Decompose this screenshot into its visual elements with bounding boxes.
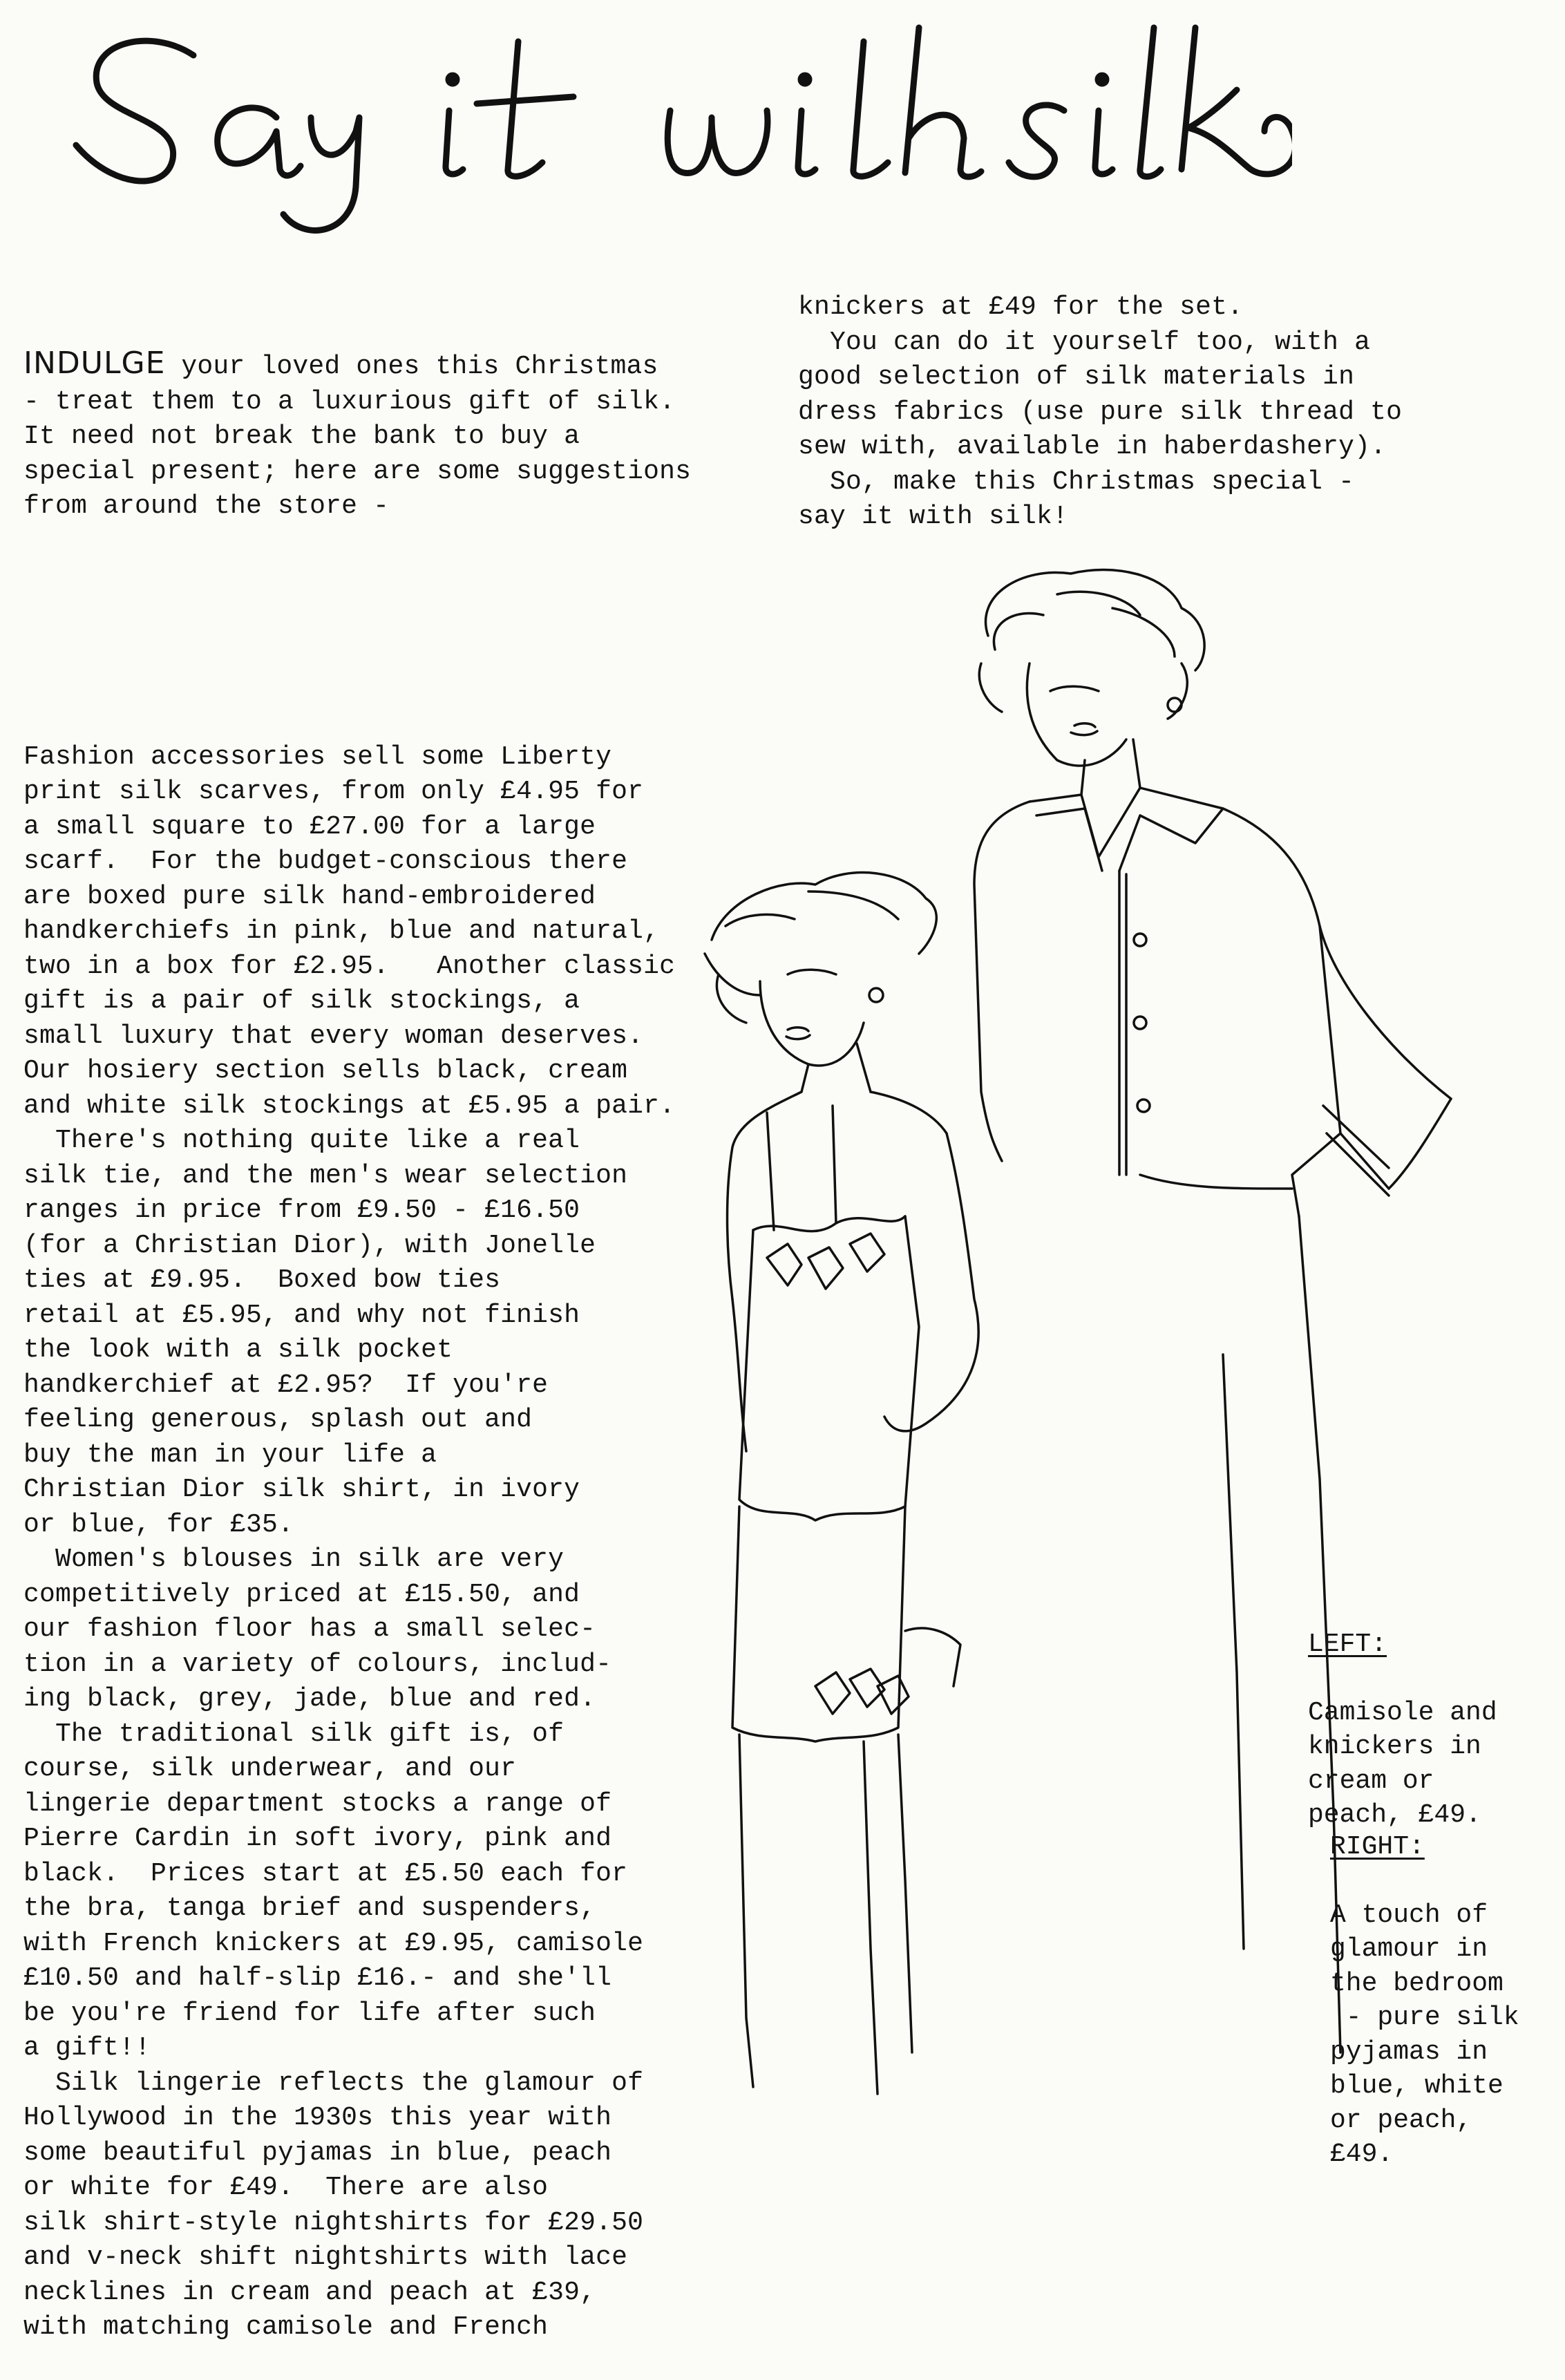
body-line: a small square to £27.00 for a large [23,811,596,842]
caption-right-line: - pure silk [1330,2003,1519,2032]
body-line: necklines in cream and peach at £39, [23,2277,596,2307]
caption-right [1330,1795,1519,2172]
left-figure [705,873,978,2094]
paragraph-gap [23,594,770,670]
caption-right-line: glamour in [1330,1934,1488,1964]
body-line: black. Prices start at £5.50 each for [23,1858,628,1889]
body-line: the look with a silk pocket [23,1335,453,1365]
body-line: the bra, tanga brief and suspenders, [23,1893,596,1923]
intro-line: from around the store - [23,491,390,521]
body-line: are boxed pure silk hand-embroidered [23,881,596,912]
body-line: scarf. For the budget-conscious there [23,847,628,876]
body-line: our fashion floor has a small selec- [23,1614,596,1644]
right-column-line: You can do it yourself too, with a [798,327,1371,357]
caption-right-line: blue, white [1330,2071,1504,2101]
intro-paragraph [23,346,770,525]
body-line: two in a box for £2.95. Another classic [23,951,676,981]
caption-right-line: £49. [1330,2140,1394,2169]
caption-right-line: pyjamas in [1330,2037,1488,2067]
body-line: small luxury that every woman deserves. [23,1021,644,1051]
body-line: ing black, grey, jade, blue and red. [23,1684,596,1714]
caption-right-line: or peach, [1330,2105,1472,2135]
body-line: Our hosiery section sells black, cream [23,1056,628,1086]
right-column-line: So, make this Christmas special - [798,466,1355,497]
caption-left-line: cream or [1308,1766,1434,1796]
body-line: retail at £5.95, and why not finish [23,1300,580,1330]
body-line: competitively priced at £15.50, and [23,1579,580,1609]
body-line: a gift!! [23,2033,151,2063]
body-line: silk shirt-style nightshirts for £29.50 [23,2207,644,2238]
body-line: with matching camisole and French [23,2312,549,2342]
body-line: lingerie department stocks a range of [23,1788,612,1819]
body-line: course, silk underwear, and our [23,1754,517,1784]
caption-right-line: the bedroom [1330,1968,1504,1999]
body-line: and v-neck shift nightshirts with lace [23,2242,628,2272]
intro-line: - treat them to a luxurious gift of silk. [23,386,676,417]
body-line: Silk lingerie reflects the glamour of [23,2068,644,2098]
right-column-line: knickers at £49 for the set. [798,292,1244,322]
body-line: feeling generous, splash out and [23,1405,533,1435]
body-line: or white for £49. There are also [23,2173,549,2202]
right-column-line: good selection of silk materials in [798,362,1355,392]
body-line: and white silk stockings at £5.95 a pair. [23,1090,676,1121]
right-column-line: dress fabrics (use pure silk thread to [798,397,1403,427]
headline [48,14,1292,249]
body-line: (for a Christian Dior), with Jonelle [23,1230,596,1260]
body-line: buy the man in your life a [23,1439,437,1470]
body-line: ties at £9.95. Boxed bow ties [23,1265,501,1295]
body-text [23,740,770,2345]
body-line: be you're friend for life after such [23,1998,596,2028]
body-line: handkerchiefs in pink, blue and natural, [23,916,660,946]
caption-right-heading: RIGHT: [1330,1831,1425,1862]
right-column-line: sew with, available in haberdashery). [798,432,1387,462]
body-line: Women's blouses in silk are very [23,1545,565,1574]
body-line: £10.50 and half-slip £16.- and she'll [23,1963,612,1993]
body-line: with French knickers at £9.95, camisole [23,1928,644,1958]
caption-left-line: Camisole and [1308,1697,1497,1728]
body-line: Hollywood in the 1930s this year with [23,2103,612,2133]
body-line: Fashion accessories sell some Liberty [23,742,612,772]
body-line: Christian Dior silk shirt, in ivory [23,1475,580,1504]
intro-line: special present; here are some suggestions [23,456,692,487]
body-line: handkerchief at £2.95? If you're [23,1370,549,1400]
lead-word: INDULGE [23,346,166,381]
body-line: There's nothing quite like a real [23,1126,580,1155]
body-line: some beautiful pyjamas in blue, peach [23,2137,612,2168]
body-line: or blue, for £35. [23,1509,294,1540]
body-line: tion in a variety of colours, includ- [23,1649,612,1679]
body-line: print silk scarves, from only £4.95 for [23,777,644,806]
headline-lettering [48,14,1292,249]
body-line: gift is a pair of silk stockings, a [23,986,580,1016]
body-line: ranges in price from £9.50 - £16.50 [23,1196,580,1225]
body-line: The traditional silk gift is, of [23,1719,565,1749]
right-column [798,290,1489,535]
intro-line: your loved ones this Christmas [165,352,658,381]
intro-line: It need not break the bank to buy a [23,422,580,451]
caption-left-line: peach, £49. [1308,1800,1481,1830]
right-column-line: say it with silk! [798,502,1069,531]
caption-right-line: A touch of [1330,1900,1488,1930]
body-line: Pierre Cardin in soft ivory, pink and [23,1824,612,1853]
body-line: silk tie, and the men's wear selection [23,1160,628,1191]
left-column [23,276,770,2380]
caption-left-heading: LEFT: [1308,1629,1387,1659]
caption-left-line: knickers in [1308,1732,1481,1762]
